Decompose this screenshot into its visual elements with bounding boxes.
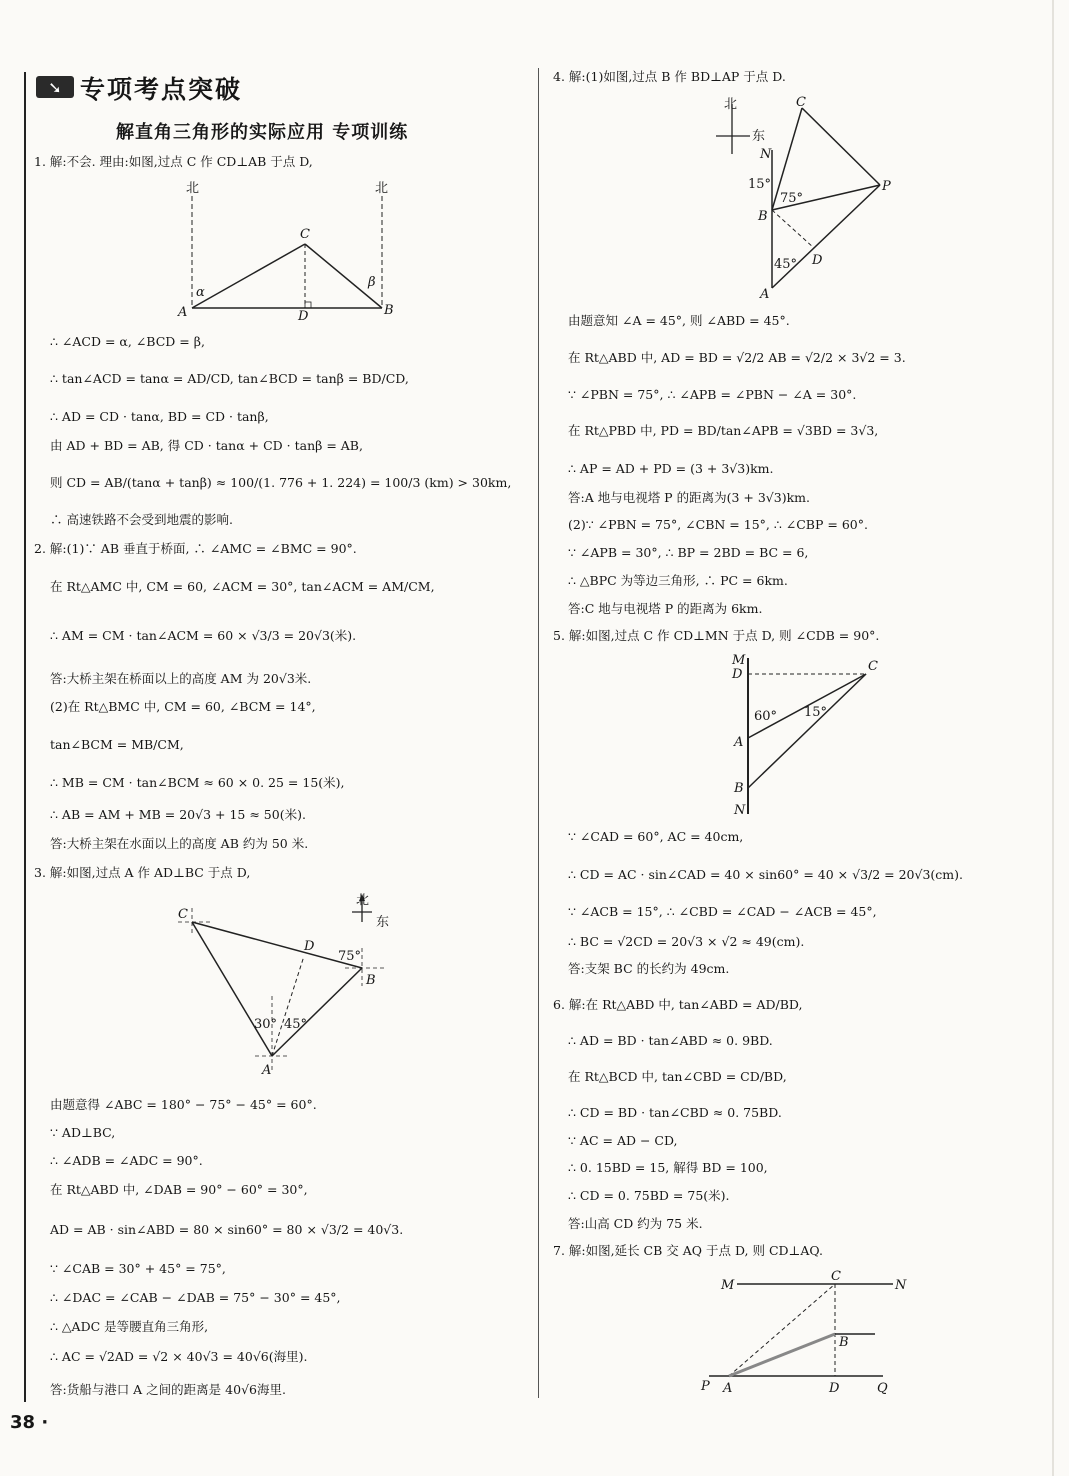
point-label: A	[723, 1381, 733, 1396]
figure-3-diagram	[170, 886, 410, 1086]
right-line: 6. 解:在 Rt△ABD 中, tan∠ABD = AD/BD,	[553, 997, 803, 1012]
right-line: 答:山高 CD 约为 75 米.	[568, 1216, 703, 1231]
left-line: ∴ AM = CM · tan∠ACM = 60 × √3/3 = 20√3(米).	[50, 628, 357, 643]
point-label: M	[721, 1278, 735, 1293]
point-label: P	[701, 1379, 710, 1394]
north-label: 北	[724, 97, 738, 112]
figure-1-diagram	[170, 176, 410, 326]
left-line: ∴ MB = CM · tan∠BCM ≈ 60 × 0. 25 = 15(米),	[50, 775, 345, 790]
angle-label: α	[196, 285, 205, 300]
left-line: ∴ ∠ADB = ∠ADC = 90°.	[50, 1153, 203, 1168]
point-label: C	[831, 1269, 841, 1284]
left-line: ∵ ∠CAB = 30° + 45° = 75°,	[50, 1261, 226, 1276]
left-line: ∴ AD = CD · tanα, BD = CD · tanβ,	[50, 409, 269, 424]
right-line: ∴ △BPC 为等边三角形, ∴ PC = 6km.	[568, 573, 788, 588]
right-line: 7. 解:如图,延长 CB 交 AQ 于点 D, 则 CD⊥AQ.	[553, 1243, 823, 1258]
right-line: ∵ AC = AD − CD,	[568, 1133, 678, 1148]
point-label: D	[298, 309, 309, 324]
point-label: A	[760, 287, 770, 302]
left-line: 在 Rt△ABD 中, ∠DAB = 90° − 60° = 30°,	[50, 1182, 308, 1197]
point-label: A	[262, 1063, 272, 1078]
left-line: ∴ AB = AM + MB = 20√3 + 15 ≈ 50(米).	[50, 807, 306, 822]
left-line: 答:货船与港口 A 之间的距离是 40√6海里.	[50, 1382, 286, 1397]
point-label: D	[812, 253, 823, 268]
right-line: ∵ ∠ACB = 15°, ∴ ∠CBD = ∠CAD − ∠ACB = 45°,	[568, 904, 877, 919]
point-label: N	[734, 803, 746, 818]
east-label: 东	[376, 915, 390, 930]
angle-label: 75°	[780, 191, 804, 206]
right-line: 4. 解:(1)如图,过点 B 作 BD⊥AP 于点 D.	[553, 69, 786, 84]
right-line: 由题意知 ∠A = 45°, 则 ∠ABD = 45°.	[568, 313, 790, 328]
point-label: P	[882, 179, 891, 194]
right-line: ∵ ∠APB = 30°, ∴ BP = 2BD = BC = 6,	[568, 545, 809, 560]
right-line: ∴ CD = 0. 75BD = 75(米).	[568, 1188, 730, 1203]
left-line: AD = AB · sin∠ABD = 80 × sin60° = 80 × √3/2 = 40√3.	[50, 1222, 404, 1237]
angle-label: 15°	[748, 177, 772, 192]
right-line: ∴ CD = BD · tan∠CBD ≈ 0. 75BD.	[568, 1105, 782, 1120]
point-label: B	[839, 1335, 849, 1350]
point-label: A	[178, 305, 188, 320]
angle-label: β	[368, 275, 376, 290]
left-line: 2. 解:(1)∵ AB 垂直于桥面, ∴ ∠AMC = ∠BMC = 90°.	[34, 541, 357, 556]
section-title: 专项考点突破	[80, 75, 243, 104]
column-divider	[538, 68, 539, 1398]
right-line: ∴ BC = √2CD = 20√3 × √2 ≈ 49(cm).	[568, 934, 805, 949]
right-line: 5. 解:如图,过点 C 作 CD⊥MN 于点 D, 则 ∠CDB = 90°.	[553, 628, 880, 643]
left-line: 答:大桥主架在桥面以上的高度 AM 为 20√3米.	[50, 671, 312, 686]
left-line: 由 AD + BD = AB, 得 CD · tanα + CD · tanβ = AB,	[50, 438, 363, 453]
point-label: D	[829, 1381, 840, 1396]
left-line: (2)在 Rt△BMC 中, CM = 60, ∠BCM = 14°,	[50, 699, 316, 714]
angle-label: 30°	[254, 1017, 278, 1032]
left-line: ∴ ∠ACD = α, ∠BCD = β,	[50, 334, 205, 349]
figure-7-diagram	[695, 1264, 925, 1398]
right-line: 答:C 地与电视塔 P 的距离为 6km.	[568, 601, 763, 616]
point-label: C	[868, 659, 878, 674]
right-edge-rule	[1052, 0, 1054, 1476]
left-line: 答:大桥主架在水面以上的高度 AB 约为 50 米.	[50, 836, 309, 851]
left-line: ∴ AC = √2AD = √2 × 40√3 = 40√6(海里).	[50, 1349, 308, 1364]
point-label: C	[178, 907, 188, 922]
left-line: ∴ ∠DAC = ∠CAB − ∠DAB = 75° − 30° = 45°,	[50, 1290, 341, 1305]
north-label: 北	[375, 181, 389, 196]
left-line: ∴ 高速铁路不会受到地震的影响.	[50, 512, 233, 527]
figure-5-diagram	[720, 650, 900, 820]
left-line: ∴ tan∠ACD = tanα = AD/CD, tan∠BCD = tanβ = BD/CD,	[50, 371, 409, 386]
north-label: 北	[356, 893, 370, 908]
left-line: 在 Rt△AMC 中, CM = 60, ∠ACM = 30°, tan∠ACM = AM/CM,	[50, 579, 435, 594]
point-label: D	[304, 939, 315, 954]
left-line: 则 CD = AB/(tanα + tanβ) ≈ 100/(1. 776 + 1. 224) = 100/3 (km) > 30km,	[50, 475, 512, 490]
north-label: 北	[186, 181, 200, 196]
angle-label: 45°	[774, 257, 798, 272]
right-line: ∴ AP = AD + PD = (3 + 3√3)km.	[568, 461, 774, 476]
point-label: C	[796, 95, 806, 110]
right-line: ∴ 0. 15BD = 15, 解得 BD = 100,	[568, 1160, 768, 1175]
right-line: 答:A 地与电视塔 P 的距离为(3 + 3√3)km.	[568, 490, 810, 505]
right-line: 在 Rt△ABD 中, AD = BD = √2/2 AB = √2/2 × 3√2 = 3.	[568, 350, 906, 365]
point-label: M	[732, 653, 746, 668]
right-line: ∴ CD = AC · sin∠CAD = 40 × sin60° = 40 × √3/2 = 20√3(cm).	[568, 867, 964, 882]
right-line: 在 Rt△PBD 中, PD = BD/tan∠APB = √3BD = 3√3,	[568, 423, 879, 438]
angle-label: 15°	[804, 705, 828, 720]
point-label: N	[760, 147, 772, 162]
point-label: D	[732, 667, 743, 682]
point-label: N	[895, 1278, 907, 1293]
left-line: ∵ AD⊥BC,	[50, 1125, 116, 1140]
right-line: 在 Rt△BCD 中, tan∠CBD = CD/BD,	[568, 1069, 787, 1084]
left-line: 3. 解:如图,过点 A 作 AD⊥BC 于点 D,	[34, 865, 251, 880]
point-label: B	[384, 303, 394, 318]
point-label: B	[366, 973, 376, 988]
left-line: ∴ △ADC 是等腰直角三角形,	[50, 1319, 209, 1334]
point-label: B	[734, 781, 744, 796]
left-margin-rule	[24, 72, 26, 1402]
right-line: ∴ AD = BD · tan∠ABD ≈ 0. 9BD.	[568, 1033, 773, 1048]
point-label: A	[734, 735, 744, 750]
left-line: 由题意得 ∠ABC = 180° − 75° − 45° = 60°.	[50, 1097, 317, 1112]
angle-label: 60°	[754, 709, 778, 724]
right-line: ∵ ∠PBN = 75°, ∴ ∠APB = ∠PBN − ∠A = 30°.	[568, 387, 857, 402]
angle-label: 75°	[338, 949, 362, 964]
angle-label: 45°	[284, 1017, 308, 1032]
point-label: B	[758, 209, 768, 224]
sub-title: 解直角三角形的实际应用 专项训练	[116, 122, 409, 143]
east-label: 东	[752, 129, 766, 144]
left-line: 1. 解:不会. 理由:如图,过点 C 作 CD⊥AB 于点 D,	[34, 154, 313, 169]
right-line: ∵ ∠CAD = 60°, AC = 40cm,	[568, 829, 744, 844]
page-number: 38 ·	[10, 1412, 49, 1433]
point-label: Q	[877, 1381, 888, 1396]
right-line: (2)∵ ∠PBN = 75°, ∠CBN = 15°, ∴ ∠CBP = 60°.	[568, 517, 868, 532]
figure-4-diagram	[710, 88, 910, 304]
point-label: C	[300, 227, 310, 242]
left-line: tan∠BCM = MB/CM,	[50, 737, 184, 752]
right-line: 答:支架 BC 的长约为 49cm.	[568, 961, 730, 976]
arrow-icon: ➘	[36, 76, 74, 98]
